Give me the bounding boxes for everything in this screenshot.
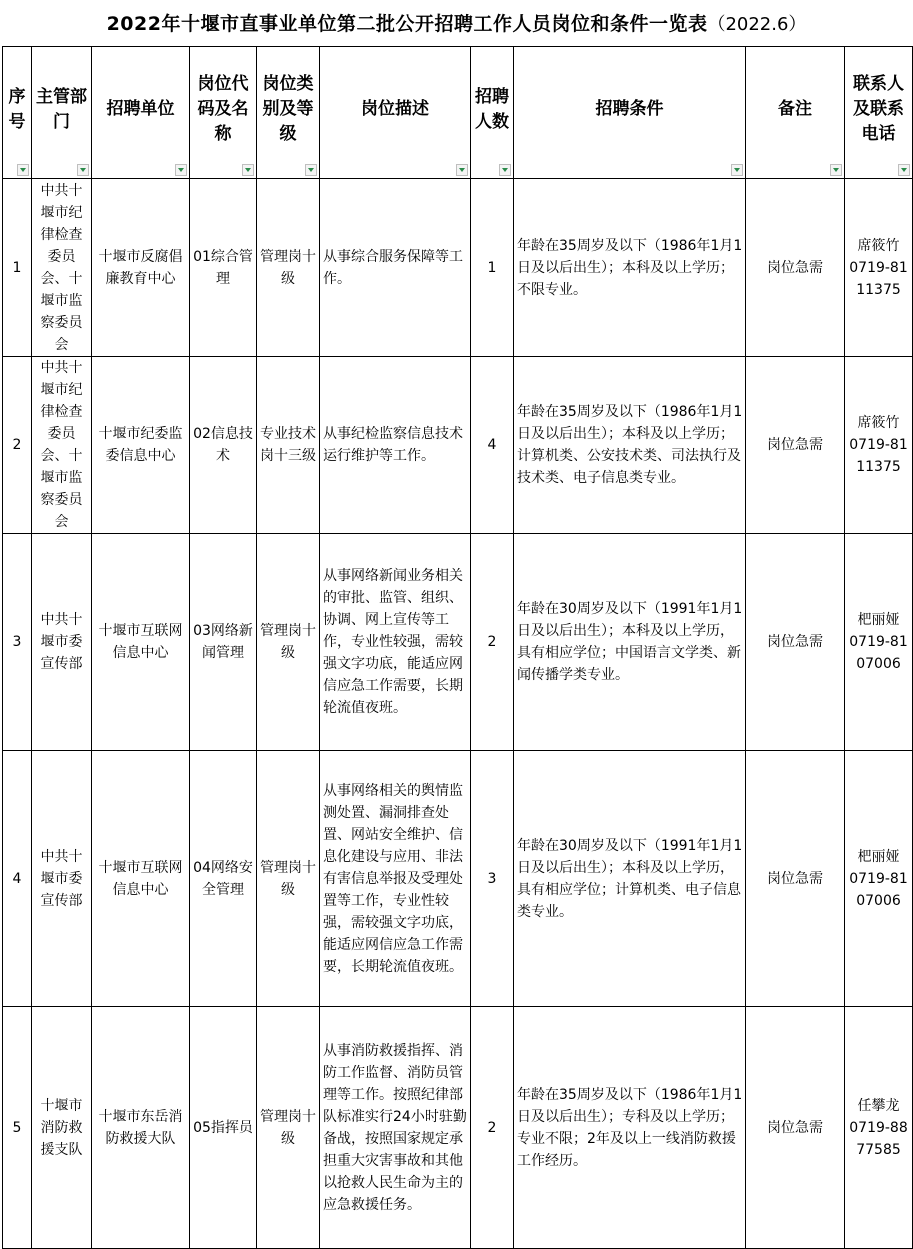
- cell-desc: 从事综合服务保障等工作。: [320, 179, 471, 357]
- header-dept: [32, 47, 92, 179]
- cell-level: 管理岗十级: [257, 534, 320, 751]
- cell-code: 03网络新闻管理: [190, 534, 257, 751]
- header-count: [471, 47, 514, 179]
- cell-seq: 5: [3, 1007, 32, 1249]
- header-note: [746, 47, 845, 179]
- cell-dept: 中共十堰市纪律检查委员会、十堰市监察委员会: [32, 357, 92, 534]
- table-row: [3, 751, 913, 1007]
- table-row: [3, 1007, 913, 1249]
- cell-dept: 十堰市消防救援支队: [32, 1007, 92, 1249]
- header-count-label: 招聘人数: [475, 86, 509, 132]
- cell-dept: 中共十堰市纪律检查委员会、十堰市监察委员会: [32, 179, 92, 357]
- cell-cond: 年龄在35周岁及以下（1986年1月1日及以后出生）；本科及以上学历；不限专业。: [514, 179, 746, 357]
- cell-note: 岗位急需: [746, 1007, 845, 1249]
- cell-code: 02信息技术: [190, 357, 257, 534]
- cell-level: 管理岗十级: [257, 1007, 320, 1249]
- cell-unit: 十堰市纪委监委信息中心: [92, 357, 190, 534]
- filter-dropdown-icon[interactable]: [499, 164, 511, 176]
- filter-dropdown-icon[interactable]: [731, 164, 743, 176]
- filter-dropdown-icon[interactable]: [242, 164, 254, 176]
- table-row: [3, 179, 913, 357]
- contact-name: 杷丽娅: [857, 848, 900, 865]
- header-contact: [845, 47, 913, 179]
- filter-dropdown-icon[interactable]: [175, 164, 187, 176]
- header-level: [257, 47, 320, 179]
- cell-code: 01综合管理: [190, 179, 257, 357]
- cell-note: 岗位急需: [746, 751, 845, 1007]
- cell-desc: 从事消防救援指挥、消防工作监督、消防员管理等工作。按照纪律部队标准实行24小时驻勤备战，按照国家规定承担重大灾害事故和其他以抢救人民生命为主的应急救援任务。: [320, 1007, 471, 1249]
- cell-cond: 年龄在35周岁及以下（1986年1月1日及以后出生）；本科及以上学历；计算机类、公安技术类、司法执行及技术类、电子信息类专业。: [514, 357, 746, 534]
- cell-desc: 从事纪检监察信息技术运行维护等工作。: [320, 357, 471, 534]
- cell-unit: 十堰市反腐倡廉教育中心: [92, 179, 190, 357]
- contact-name: 席筱竹: [857, 237, 900, 254]
- cell-contact: [845, 1007, 913, 1249]
- cell-count: 1: [471, 179, 514, 357]
- contact-name: 杷丽娅: [857, 612, 900, 628]
- header-row: [3, 47, 913, 179]
- cell-contact: [845, 751, 913, 1007]
- filter-dropdown-icon[interactable]: [77, 164, 89, 176]
- header-desc-label: 岗位描述: [361, 99, 429, 119]
- header-dept-label: 主管部门: [36, 86, 87, 132]
- cell-note: 岗位急需: [746, 179, 845, 357]
- header-note-label: 备注: [778, 99, 812, 119]
- cell-desc: 从事网络新闻业务相关的审批、监管、组织、协调、网上宣传等工作，专业性较强，需较强文字功底，能适应网信应急工作需要，长期轮流值夜班。: [320, 534, 471, 751]
- contact-phone: 0719-8107006: [849, 634, 908, 672]
- cell-unit: 十堰市互联网信息中心: [92, 534, 190, 751]
- title-main: 2022年十堰市直事业单位第二批公开招聘工作人员岗位和条件一览表: [106, 13, 708, 35]
- header-cond-label: 招聘条件: [595, 99, 664, 119]
- cell-level: 管理岗十级: [257, 179, 320, 357]
- cell-note: 岗位急需: [746, 357, 845, 534]
- header-seq: [3, 47, 32, 179]
- filter-dropdown-icon[interactable]: [456, 164, 468, 176]
- header-desc: [320, 47, 471, 179]
- filter-dropdown-icon[interactable]: [898, 164, 910, 176]
- cell-level: 专业技术岗十三级: [257, 357, 320, 534]
- table-row: [3, 357, 913, 534]
- recruitment-table: [2, 46, 913, 1249]
- cell-count: 2: [471, 1007, 514, 1249]
- cell-desc: 从事网络相关的舆情监测处置、漏洞排查处置、网站安全维护、信息化建设与应用、非法有害信息举报及受理处置等工作，专业性较强，需较强文字功底，能适应网信应急工作需要，长期轮流值夜班。: [320, 751, 471, 1007]
- cell-unit: 十堰市东岳消防救援大队: [92, 1007, 190, 1249]
- cell-count: 4: [471, 357, 514, 534]
- filter-dropdown-icon[interactable]: [17, 164, 29, 176]
- cell-contact: [845, 357, 913, 534]
- cell-seq: 1: [3, 179, 32, 357]
- header-seq-label: 序号: [8, 86, 26, 132]
- contact-phone: 0719-8107006: [849, 870, 908, 909]
- cell-unit: 十堰市互联网信息中心: [92, 751, 190, 1007]
- header-level-label: 岗位类别及等级: [262, 74, 314, 144]
- cell-dept: 中共十堰市委宣传部: [32, 751, 92, 1007]
- contact-name: 任攀龙: [857, 1097, 900, 1114]
- cell-count: 3: [471, 751, 514, 1007]
- contact-phone: 0719-8877585: [849, 1119, 908, 1158]
- contact-phone: 0719-8111375: [849, 259, 908, 298]
- cell-cond: 年龄在35周岁及以下（1986年1月1日及以后出生）；专科及以上学历；专业不限；2年及以上一线消防救援工作经历。: [514, 1007, 746, 1249]
- header-code: [190, 47, 257, 179]
- cell-cond: 年龄在30周岁及以下（1991年1月1日及以后出生）；本科及以上学历，具有相应学位；中国语言文学类、新闻传播学类专业。: [514, 534, 746, 751]
- cell-level: 管理岗十级: [257, 751, 320, 1007]
- title-date: （2022.6）: [707, 14, 807, 35]
- cell-count: 2: [471, 534, 514, 751]
- filter-dropdown-icon[interactable]: [305, 164, 317, 176]
- cell-dept: 中共十堰市委宣传部: [32, 534, 92, 751]
- cell-contact: [845, 179, 913, 357]
- cell-seq: 2: [3, 357, 32, 534]
- header-unit: [92, 47, 190, 179]
- header-code-label: 岗位代码及名称: [197, 74, 249, 144]
- cell-cond: 年龄在30周岁及以下（1991年1月1日及以后出生）；本科及以上学历，具有相应学位；计算机类、电子信息类专业。: [514, 751, 746, 1007]
- table-row: [3, 534, 913, 751]
- page-title: [0, 0, 913, 46]
- cell-seq: 4: [3, 751, 32, 1007]
- header-cond: [514, 47, 746, 179]
- cell-code: 04网络安全管理: [190, 751, 257, 1007]
- cell-contact: [845, 534, 913, 751]
- filter-dropdown-icon[interactable]: [830, 164, 842, 176]
- cell-code: 05指挥员: [190, 1007, 257, 1249]
- header-unit-label: 招聘单位: [106, 99, 175, 119]
- cell-seq: 3: [3, 534, 32, 751]
- contact-name: 席筱竹: [857, 415, 900, 431]
- header-contact-label: 联系人及联系电话: [853, 74, 904, 144]
- contact-phone: 0719-8111375: [849, 437, 908, 475]
- cell-note: 岗位急需: [746, 534, 845, 751]
